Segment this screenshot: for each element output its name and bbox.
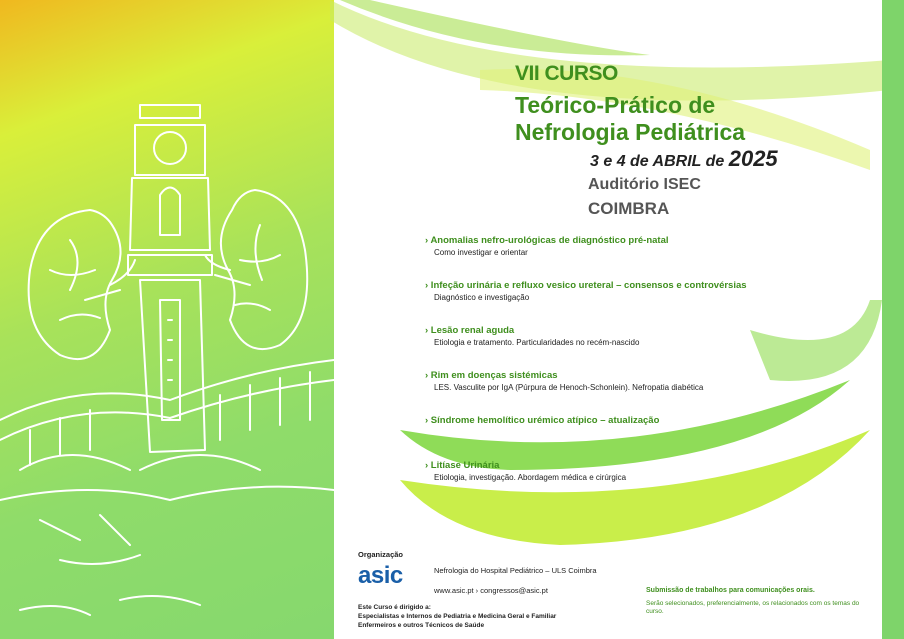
event-venue: Auditório ISEC <box>588 176 701 193</box>
topic-title: › Lesão renal aguda <box>425 325 515 336</box>
submission-title: Submissão de trabalhos para comunicações orais. <box>646 587 815 594</box>
topic-title: › Rim em doenças sistémicas <box>425 370 558 381</box>
event-city: COIMBRA <box>588 199 670 218</box>
right-edge-strip <box>882 0 904 639</box>
topic-subtitle: LES. Vasculite por IgA (Púrpura de Henoch-Schonlein). Nefropatia diabética <box>434 383 704 392</box>
course-edition: VII CURSO <box>515 62 618 85</box>
topic-subtitle: Como investigar e orientar <box>434 248 528 257</box>
topic-title: › Litíase Urinária <box>425 460 500 471</box>
asic-logo: asic <box>358 562 403 589</box>
organization-name: Nefrologia do Hospital Pediátrico – ULS Coimbra <box>434 566 597 575</box>
topic-subtitle: Diagnóstico e investigação <box>434 293 530 302</box>
topic-title: › Anomalias nefro-urológicas de diagnóstico pré-natal <box>425 235 669 246</box>
audience-line-2: Enfermeiros e outros Técnicos de Saúde <box>358 622 485 629</box>
audience-line-1: Especialistas e Internos de Pediatria e Medicina Geral e Familiar <box>358 613 557 620</box>
submission-note: Serão selecionados, preferencialmente, os relacionados com os temas do curso. <box>646 600 860 615</box>
topic-item <box>425 234 845 279</box>
topic-item <box>425 369 845 414</box>
topic-item <box>425 324 845 369</box>
topic-item <box>425 459 845 504</box>
event-date <box>590 146 778 172</box>
topic-title: › Síndrome hemolítico urémico atípico – atualização <box>425 415 660 426</box>
event-year: 2025 <box>728 146 778 171</box>
audience-heading: Este Curso é dirigido a: <box>358 604 431 611</box>
topic-item <box>425 279 845 324</box>
topic-subtitle: Etiologia e tratamento. Particularidades no recém-nascido <box>434 338 640 347</box>
topics-list <box>425 234 845 504</box>
topic-subtitle: Etiologia, investigação. Abordagem médica e cirúrgica <box>434 473 627 482</box>
organization-contacts[interactable]: www.asic.pt › congressos@asic.pt <box>434 586 548 595</box>
topic-item <box>425 414 845 459</box>
course-title-line1: Teórico-Prático de <box>515 92 716 118</box>
event-date-prefix: 3 e 4 de ABRIL de <box>590 153 729 170</box>
course-title-line2: Nefrologia Pediátrica <box>515 119 746 145</box>
organization-label: Organização <box>358 550 404 559</box>
topic-title: › Infeção urinária e refluxo vesico ureteral – consensos e controvérsias <box>425 280 747 291</box>
tower-kidneys-illustration <box>0 0 334 639</box>
